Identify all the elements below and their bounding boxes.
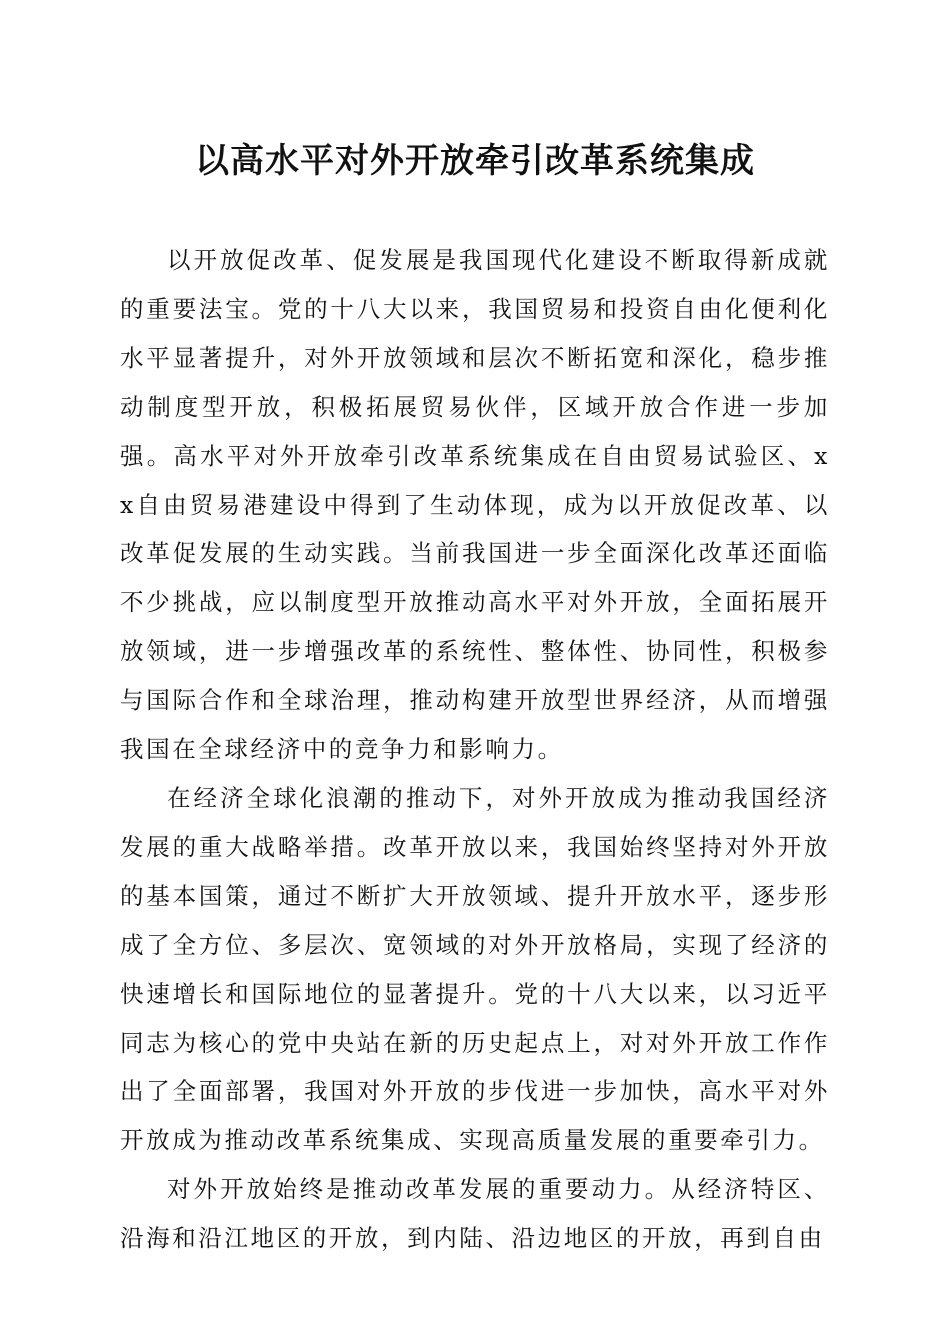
paragraph-3: 对外开放始终是推动改革发展的重要动力。从经济特区、沿海和沿江地区的开放，到内陆、沿边地区的开放，再到自由 xyxy=(120,1175,830,1253)
document-title: 以高水平对外开放牵引改革系统集成 xyxy=(195,141,755,181)
paragraph-1: 以开放促改革、促发展是我国现代化建设不断取得新成就的重要法宝。党的十八大以来，我国贸易和投资自由化便利化水平显著提升，对外开放领域和层次不断拓宽和深化，稳步推动制度型开放，积极拓展贸易伙伴，区域开放合作进一步加强。高水平对外开放牵引改革系统集成在自由贸易试验区、xx自由贸易港建设中得到了生动体现，成为以开放促改革、以改革促发展的生动实践。当前我国进一步全面深化改革还面临不少挑战，应以制度型开放推动高水平对外开放，全面拓展开放领域，进一步增强改革的系统性、整体性、协同性，积极参与国际合作和全球治理，推动构建开放型世界经济，从而增强我国在全球经济中的竞争力和影响力。 xyxy=(120,246,830,764)
document-body xyxy=(120,236,830,1263)
paragraph-2: 在经济全球化浪潮的推动下，对外开放成为推动我国经济发展的重大战略举措。改革开放以来，我国始终坚持对外开放的基本国策，通过不断扩大开放领域、提升开放水平，逐步形成了全方位、多层次、宽领域的对外开放格局，实现了经济的快速增长和国际地位的显著提升。党的十八大以来，以习近平同志为核心的党中央站在新的历史起点上，对对外开放工作作出了全面部署，我国对外开放的步伐进一步加快，高水平对外开放成为推动改革系统集成、实现高质量发展的重要牵引力。 xyxy=(120,783,830,1155)
